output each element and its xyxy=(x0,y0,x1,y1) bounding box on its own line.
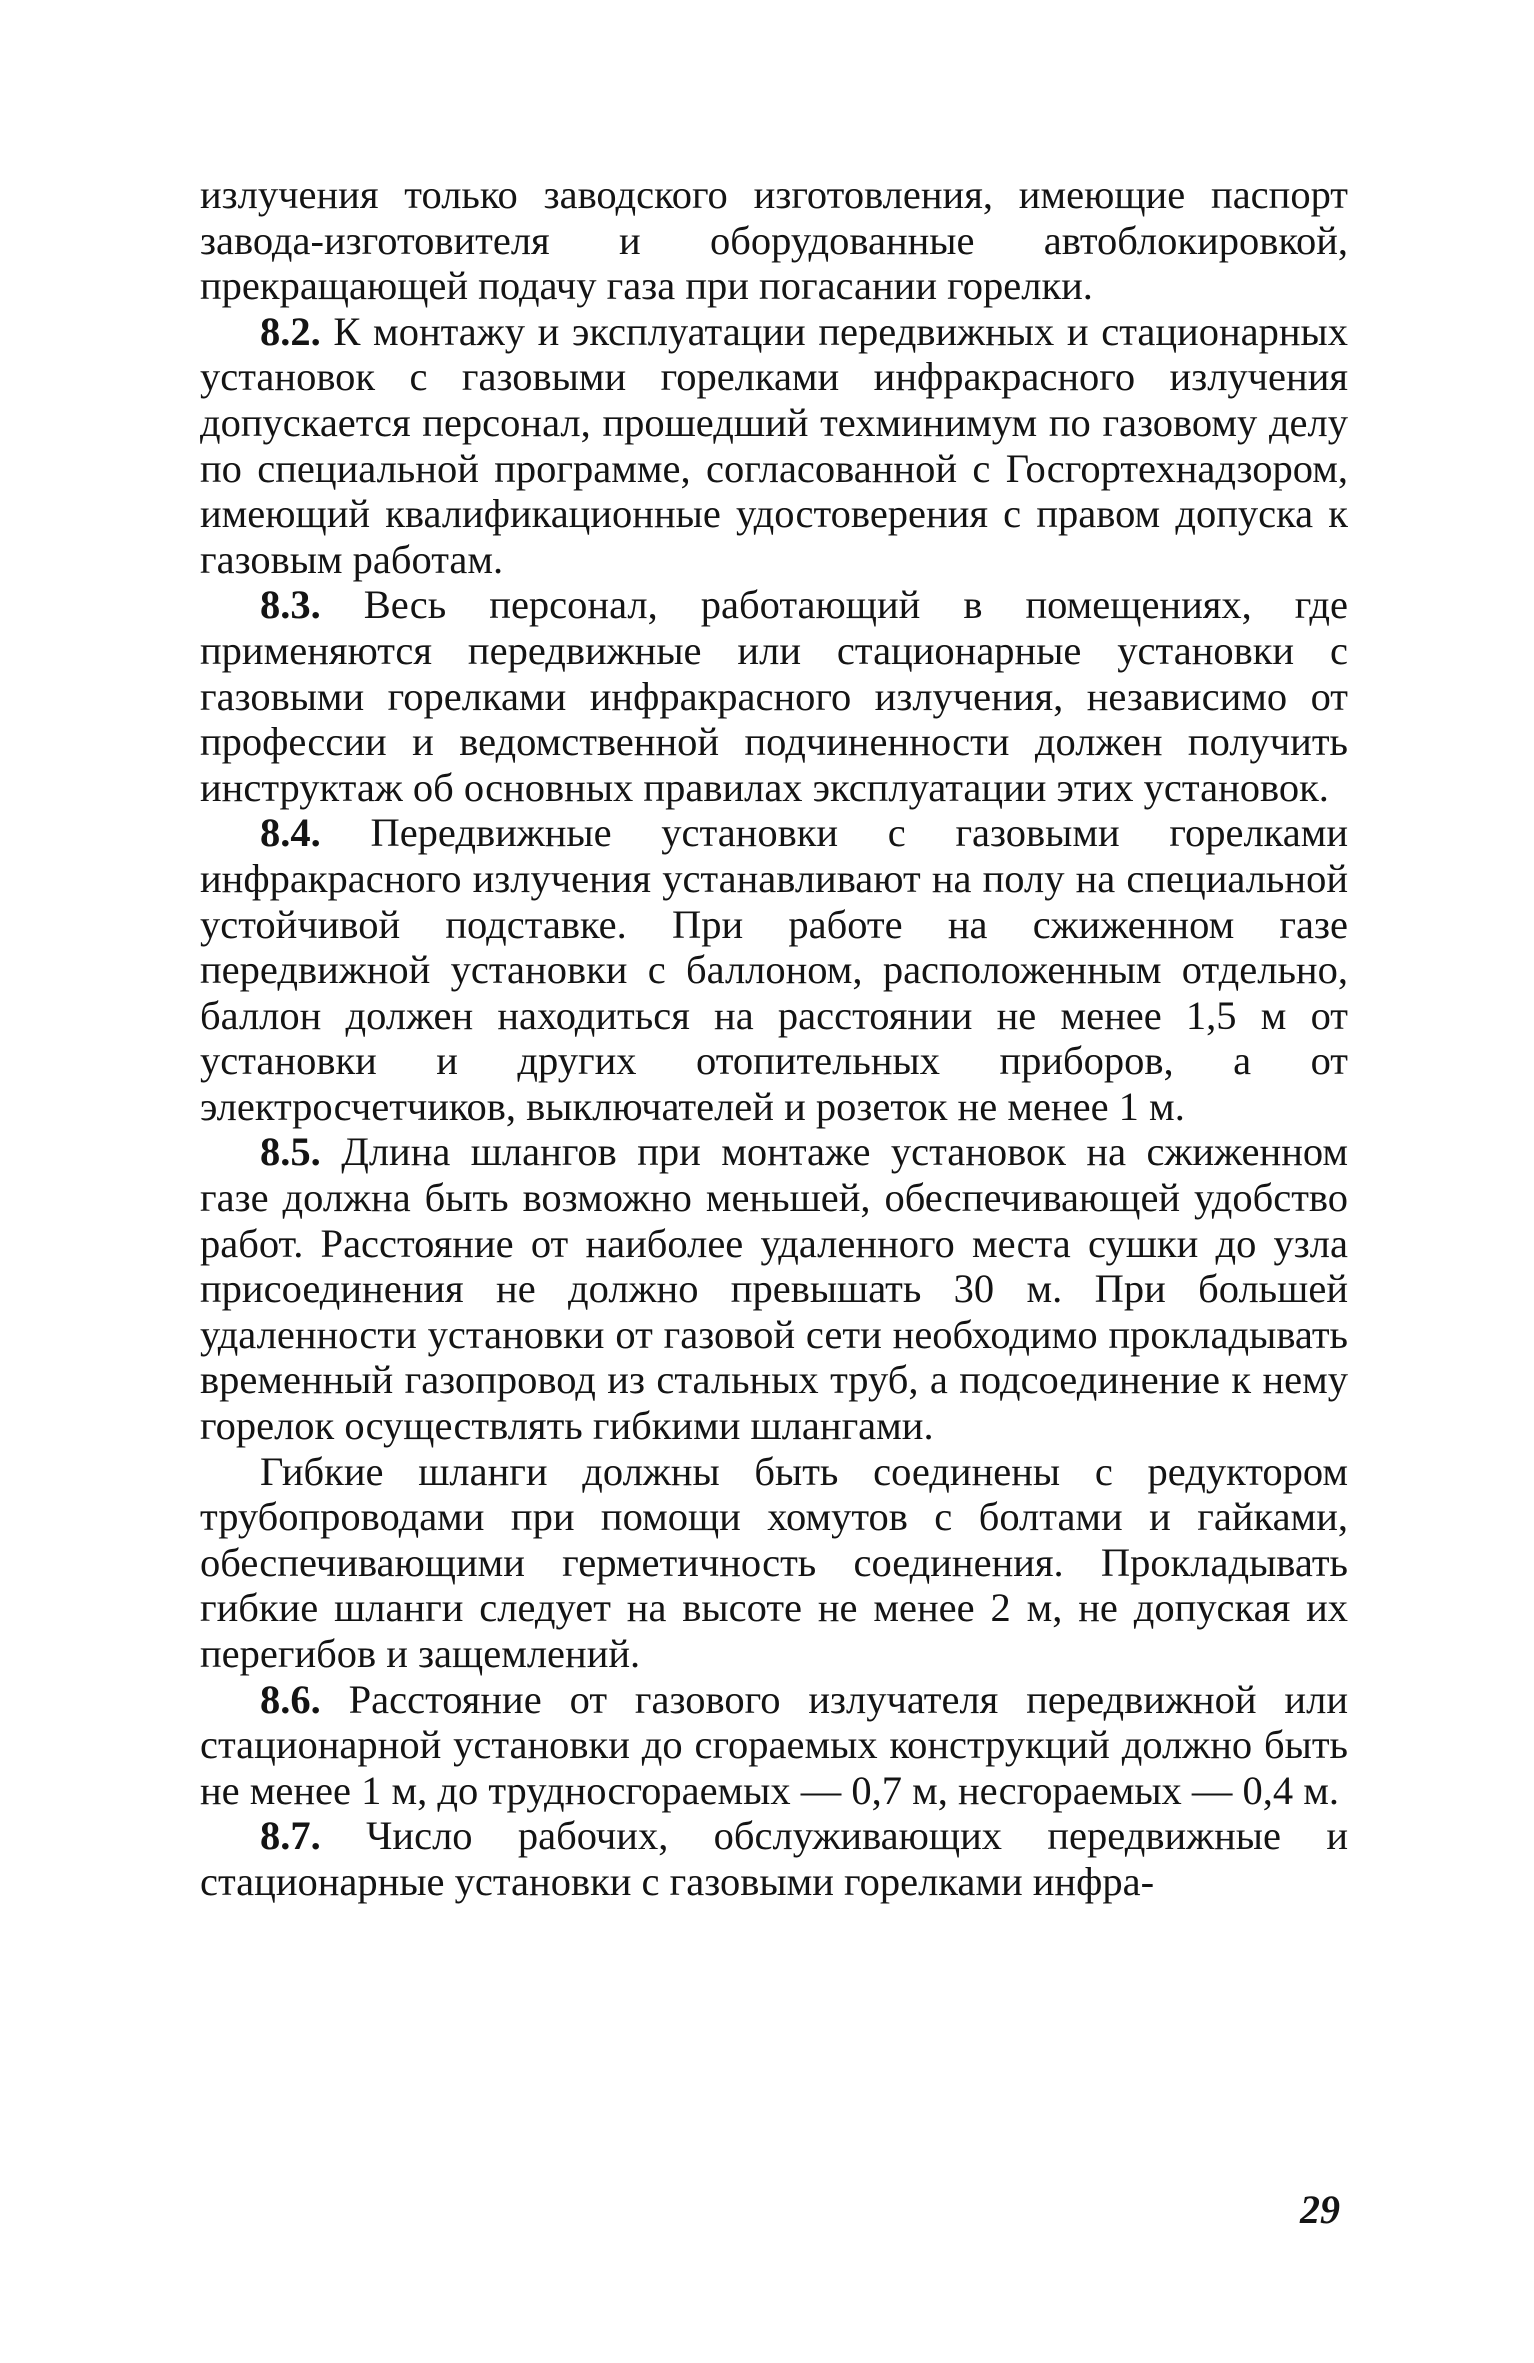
paragraph-8-3 xyxy=(200,582,1348,810)
paragraph-number: 8.7. xyxy=(260,1813,321,1859)
paragraph-number: 8.3. xyxy=(260,582,321,628)
paragraph-text: Весь персонал, работающий в помещениях, где применяются передвижные или стационарные установки с газовыми горелками инфракрасного излучения, независимо от профессии и ведомственной подчиненности должен получить инструктаж об основных правилах эксплуатации этих установок. xyxy=(200,582,1348,810)
paragraph-number: 8.4. xyxy=(260,810,321,856)
paragraph-text: Длина шлангов при монтаже установок на сжиженном газе должна быть возможно меньшей, обеспечивающей удобство работ. Расстояние от наиболее удаленного места сушки до узла присоединения не должно превышать 30 м. При большей удаленности установки от газовой сети необходимо прокладывать временный газопровод из стальных труб, а подсоединение к нему горелок осуществлять гибкими шлангами. xyxy=(200,1129,1348,1449)
paragraph-number: 8.6. xyxy=(260,1676,321,1722)
page-number: 29 xyxy=(1300,2187,1340,2232)
paragraph-text: Гибкие шланги должны быть соединены с редуктором трубопроводами при помощи хомутов с болтами и гайками, обеспечивающими герметичность соединения. Прокладывать гибкие шланги следует на высоте не менее 2 м, не допуская их перегибов и защемлений. xyxy=(200,1448,1348,1676)
paragraph-text: Расстояние от газового излучателя передвижной или стационарной установки до сгораемых конструкций должно быть не менее 1 м, до трудносгораемых — 0,7 м, несгораемых — 0,4 м. xyxy=(200,1676,1348,1813)
paragraph-text: Передвижные установки с газовыми горелками инфракрасного излучения устанавливают на полу на специальной устойчивой подставке. При работе на сжиженном газе передвижной установки с баллоном, расположенным отдельно, баллон должен находиться на расстоянии не менее 1,5 м от установки и других отопительных приборов, а от электросчетчиков, выключателей и розеток не менее 1 м. xyxy=(200,810,1348,1129)
document-page xyxy=(200,172,1348,1905)
paragraph-continuation xyxy=(200,172,1348,309)
paragraph-8-2 xyxy=(200,309,1348,583)
paragraph-8-5 xyxy=(200,1129,1348,1448)
paragraph-number: 8.2. xyxy=(260,308,321,354)
paragraph-text: Число рабочих, обслуживающих передвижные и стационарные установки с газовыми горелками инфра- xyxy=(200,1813,1348,1904)
paragraph-8-4 xyxy=(200,810,1348,1129)
paragraph-hoses xyxy=(200,1449,1348,1677)
paragraph-number: 8.5. xyxy=(260,1129,321,1175)
paragraph-8-6 xyxy=(200,1677,1348,1814)
paragraph-8-7 xyxy=(200,1813,1348,1904)
paragraph-text: излучения только заводского изготовления, имеющие паспорт завода-изготовителя и оборудованные автоблокировкой, прекращающей подачу газа при погасании горелки. xyxy=(200,172,1348,309)
paragraph-text: К монтажу и эксплуатации передвижных и стационарных установок с газовыми горелками инфракрасного излучения допускается персонал, прошедший техминимум по газовому делу по специальной программе, согласованной с Госгортехнадзором, имеющий квалификационные удостоверения с правом допуска к газовым работам. xyxy=(200,308,1348,582)
